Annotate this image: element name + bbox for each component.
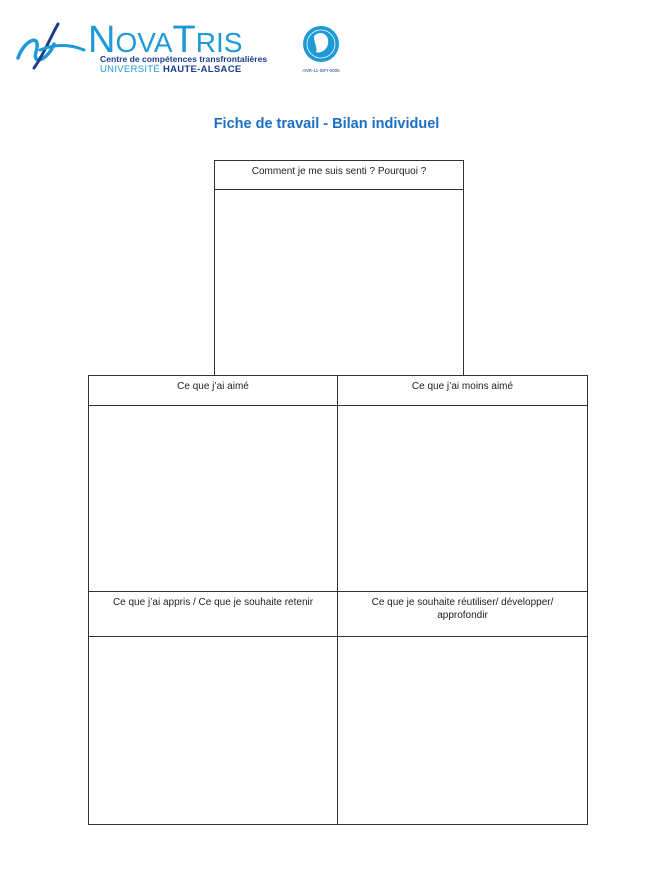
brand-name: NOVATRIS [88, 19, 243, 61]
cell-header-liked: Ce que j’ai aimé [177, 381, 249, 392]
novatris-swoosh-icon [18, 24, 84, 68]
cell-body-less-liked[interactable] [338, 406, 587, 591]
feelings-box [214, 160, 464, 376]
cell-header-less-liked: Ce que j’ai moins aimé [411, 381, 514, 392]
svg-text:ANR-11-IDFI-0005: ANR-11-IDFI-0005 [302, 68, 340, 73]
svg-text:Centre de compétences transfro: Centre de compétences transfrontalières [100, 54, 268, 64]
feelings-box-writing-area[interactable] [215, 190, 463, 375]
cell-header-reuse-develop: Ce que je souhaite réutiliser/ développer/ approfondir [371, 597, 554, 621]
feelings-box-header: Comment je me suis senti ? Pourquoi ? [215, 161, 463, 190]
investissements-avenir-badge-icon [302, 26, 340, 73]
novatris-logo [14, 14, 354, 76]
cell-body-liked[interactable] [89, 406, 337, 591]
cell-body-learned[interactable] [89, 637, 337, 824]
review-grid [88, 375, 588, 825]
svg-text:UNIVERSITÉ HAUTE-ALSACE: UNIVERSITÉ HAUTE-ALSACE [100, 64, 242, 75]
cell-header-learned: Ce que j’ai appris / Ce que je souhaite retenir [112, 597, 314, 608]
cell-body-reuse-develop[interactable] [338, 637, 587, 824]
page-title: Fiche de travail - Bilan individuel [213, 116, 440, 132]
